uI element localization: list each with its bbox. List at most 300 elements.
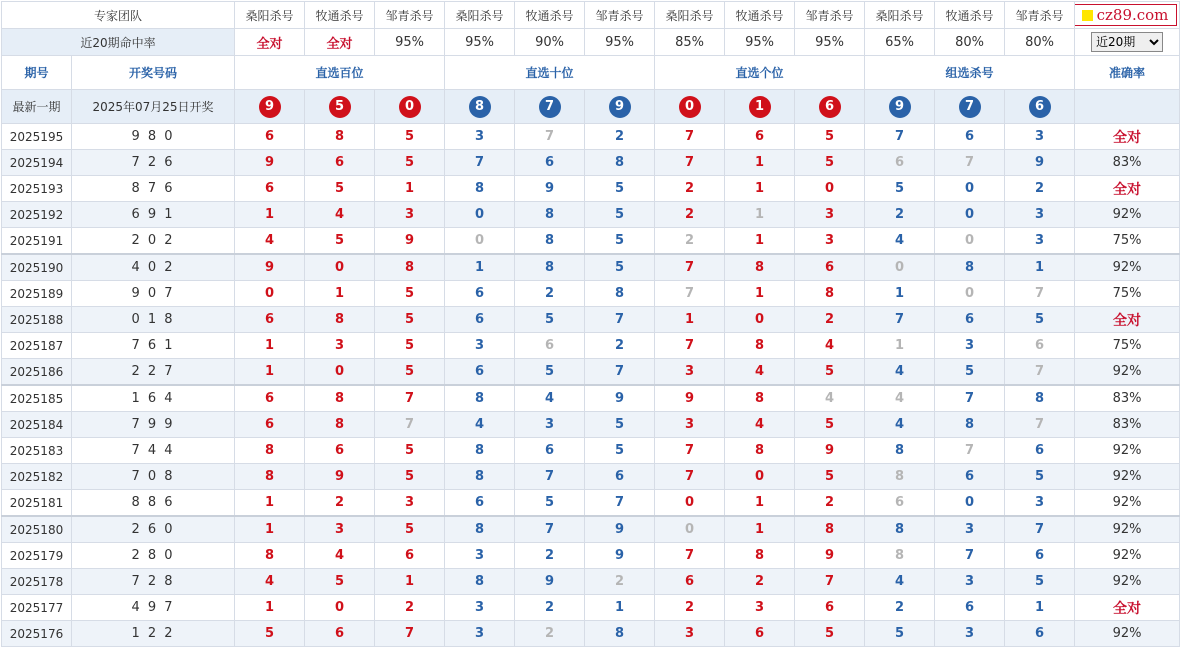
kill-pick: 5: [585, 438, 655, 464]
kill-pick: 6: [585, 464, 655, 490]
kill-pick-missed: 7: [515, 124, 585, 150]
accuracy-value: 75%: [1075, 228, 1180, 255]
table-row: [2, 202, 1180, 228]
kill-pick: 5: [865, 621, 935, 647]
kill-pick: 6: [235, 307, 305, 333]
kill-pick: 3: [1005, 124, 1075, 150]
expert-name: 牧通杀号: [515, 2, 585, 29]
kill-pick: 7: [585, 307, 655, 333]
kill-pick: 0: [445, 202, 515, 228]
expert-name: 邹青杀号: [1005, 2, 1075, 29]
kill-pick: 4: [515, 385, 585, 412]
kill-pick: 5: [375, 438, 445, 464]
hit-rate-value: 95%: [375, 29, 445, 56]
kill-pick: 8: [305, 124, 375, 150]
kill-pick-missed: 2: [585, 569, 655, 595]
kill-pick: 6: [445, 307, 515, 333]
issue-number: 2025190: [2, 254, 72, 281]
kill-pick: 4: [305, 543, 375, 569]
expert-name: 牧通杀号: [725, 2, 795, 29]
kill-pick: 5: [515, 307, 585, 333]
table-row: [2, 516, 1180, 543]
kill-pick: 8: [305, 385, 375, 412]
kill-pick: 2: [865, 202, 935, 228]
latest-accuracy-empty: [1075, 90, 1180, 124]
expert-name: 邹青杀号: [375, 2, 445, 29]
table-row: [2, 281, 1180, 307]
kill-pick: 1: [1005, 595, 1075, 621]
draw-numbers: 7 9 9: [72, 412, 235, 438]
kill-pick: 5: [375, 464, 445, 490]
col-group-hundreds: 直选百位: [235, 56, 445, 90]
ball-blue: 7: [539, 96, 561, 118]
table-row: [2, 150, 1180, 176]
kill-pick: 1: [445, 254, 515, 281]
kill-pick: 8: [235, 464, 305, 490]
draw-numbers: 1 6 4: [72, 385, 235, 412]
issue-number: 2025189: [2, 281, 72, 307]
kill-pick: 8: [935, 412, 1005, 438]
kill-pick: 5: [585, 412, 655, 438]
table-row: [2, 464, 1180, 490]
issue-number: 2025182: [2, 464, 72, 490]
kill-pick-missed: 6: [865, 150, 935, 176]
kill-pick: 1: [235, 359, 305, 386]
col-accuracy: 准确率: [1075, 56, 1180, 90]
kill-pick: 5: [795, 150, 865, 176]
kill-pick-missed: 4: [865, 385, 935, 412]
draw-numbers: 2 6 0: [72, 516, 235, 543]
kill-pick: 7: [375, 621, 445, 647]
accuracy-value: 92%: [1075, 438, 1180, 464]
kill-pick: 5: [585, 254, 655, 281]
col-group-tens: 直选十位: [445, 56, 655, 90]
accuracy-value: 83%: [1075, 412, 1180, 438]
accuracy-value: 83%: [1075, 150, 1180, 176]
kill-pick: 9: [585, 516, 655, 543]
kill-pick: 7: [445, 150, 515, 176]
ball-red: 1: [749, 96, 771, 118]
kill-pick: 1: [375, 176, 445, 202]
table-row: [2, 307, 1180, 333]
kill-pick: 7: [585, 490, 655, 517]
kill-pick: 1: [235, 333, 305, 359]
kill-pick: 4: [795, 333, 865, 359]
kill-pick: 8: [445, 176, 515, 202]
table-row: [2, 412, 1180, 438]
kill-pick: 1: [725, 176, 795, 202]
kill-pick: 0: [725, 307, 795, 333]
column-header-row: [2, 56, 1180, 90]
kill-pick: 5: [1005, 464, 1075, 490]
kill-pick: 9: [585, 385, 655, 412]
kill-pick: 9: [515, 569, 585, 595]
kill-pick: 0: [305, 359, 375, 386]
kill-pick: 9: [515, 176, 585, 202]
draw-numbers: 2 8 0: [72, 543, 235, 569]
table-row: [2, 228, 1180, 255]
draw-numbers: 0 1 8: [72, 307, 235, 333]
kill-pick: 6: [935, 307, 1005, 333]
kill-pick: 2: [515, 281, 585, 307]
kill-pick: 6: [1005, 543, 1075, 569]
expert-name: 邹青杀号: [795, 2, 865, 29]
kill-pick: 0: [235, 281, 305, 307]
kill-pick: 1: [865, 281, 935, 307]
hit-rate-value: 80%: [935, 29, 1005, 56]
kill-pick-missed: 1: [865, 333, 935, 359]
kill-pick: 6: [235, 124, 305, 150]
ball-red: 6: [819, 96, 841, 118]
kill-pick: 5: [935, 359, 1005, 386]
kill-pick: 1: [305, 281, 375, 307]
logo-text: cz89.com: [1096, 6, 1169, 24]
kill-pick: 2: [585, 333, 655, 359]
kill-pick: 3: [445, 333, 515, 359]
kill-pick: 7: [655, 438, 725, 464]
kill-pick: 3: [795, 202, 865, 228]
kill-pick: 2: [655, 176, 725, 202]
hit-rate-value: 95%: [795, 29, 865, 56]
kill-pick: 0: [935, 490, 1005, 517]
kill-pick: 2: [515, 595, 585, 621]
issue-number: 2025177: [2, 595, 72, 621]
ball-cell: [655, 90, 725, 124]
kill-pick: 7: [935, 543, 1005, 569]
issue-number: 2025192: [2, 202, 72, 228]
kill-pick: 7: [655, 333, 725, 359]
kill-pick: 6: [725, 124, 795, 150]
kill-pick: 7: [1005, 516, 1075, 543]
kill-pick: 3: [305, 333, 375, 359]
kill-pick: 3: [655, 412, 725, 438]
expert-header-row: [2, 2, 1180, 29]
kill-pick: 6: [375, 543, 445, 569]
kill-pick: 2: [655, 595, 725, 621]
draw-numbers: 1 2 2: [72, 621, 235, 647]
latest-date: 2025年07月25日开奖: [72, 90, 235, 124]
expert-name: 牧通杀号: [305, 2, 375, 29]
kill-pick: 2: [725, 569, 795, 595]
latest-row: [2, 90, 1180, 124]
kill-pick: 6: [655, 569, 725, 595]
kill-pick-missed: 0: [655, 516, 725, 543]
issue-number: 2025195: [2, 124, 72, 150]
kill-pick: 5: [305, 176, 375, 202]
kill-pick: 8: [305, 307, 375, 333]
kill-pick: 8: [585, 150, 655, 176]
kill-pick: 6: [445, 359, 515, 386]
accuracy-value: 全对: [1075, 595, 1180, 621]
kill-pick: 1: [235, 595, 305, 621]
ball-blue: 7: [959, 96, 981, 118]
kill-pick: 5: [1005, 307, 1075, 333]
accuracy-value: 全对: [1075, 307, 1180, 333]
ball-cell: [375, 90, 445, 124]
hit-rate-value: 全对: [305, 29, 375, 56]
kill-pick: 1: [725, 228, 795, 255]
draw-numbers: 4 0 2: [72, 254, 235, 281]
kill-pick: 8: [445, 569, 515, 595]
kill-pick-missed: 7: [655, 281, 725, 307]
kill-pick: 8: [445, 438, 515, 464]
kill-pick: 7: [935, 385, 1005, 412]
kill-pick-missed: 7: [1005, 412, 1075, 438]
kill-pick-missed: 8: [865, 464, 935, 490]
kill-pick: 1: [235, 516, 305, 543]
col-issue: 期号: [2, 56, 72, 90]
kill-pick: 3: [1005, 228, 1075, 255]
kill-pick: 3: [375, 202, 445, 228]
draw-numbers: 7 4 4: [72, 438, 235, 464]
accuracy-value: 全对: [1075, 176, 1180, 202]
kill-pick: 4: [445, 412, 515, 438]
table-row: [2, 176, 1180, 202]
kill-pick: 3: [445, 595, 515, 621]
kill-pick-missed: 7: [1005, 359, 1075, 386]
draw-numbers: 9 0 7: [72, 281, 235, 307]
accuracy-value: 92%: [1075, 202, 1180, 228]
kill-pick: 8: [725, 385, 795, 412]
accuracy-value: 全对: [1075, 124, 1180, 150]
ball-cell: [515, 90, 585, 124]
kill-pick: 9: [795, 438, 865, 464]
kill-pick: 3: [935, 516, 1005, 543]
kill-pick: 3: [935, 569, 1005, 595]
kill-pick-missed: 0: [935, 281, 1005, 307]
draw-numbers: 7 0 8: [72, 464, 235, 490]
kill-pick: 8: [515, 202, 585, 228]
kill-pick-missed: 7: [375, 412, 445, 438]
ball-cell: [725, 90, 795, 124]
period-select[interactable]: [1091, 32, 1163, 52]
kill-pick: 1: [375, 569, 445, 595]
kill-number-table: [1, 1, 1180, 647]
draw-numbers: 8 8 6: [72, 490, 235, 517]
kill-pick: 1: [725, 281, 795, 307]
kill-pick: 3: [725, 595, 795, 621]
col-group-combo: 组选杀号: [865, 56, 1075, 90]
kill-pick: 8: [795, 516, 865, 543]
kill-pick: 5: [515, 490, 585, 517]
kill-pick: 8: [445, 516, 515, 543]
hit-rate-value: 85%: [655, 29, 725, 56]
issue-number: 2025186: [2, 359, 72, 386]
kill-pick: 6: [795, 254, 865, 281]
kill-pick: 9: [235, 150, 305, 176]
kill-pick-missed: 7: [1005, 281, 1075, 307]
kill-pick: 3: [795, 228, 865, 255]
draw-numbers: 2 2 7: [72, 359, 235, 386]
kill-pick: 0: [305, 595, 375, 621]
kill-pick: 3: [445, 621, 515, 647]
kill-pick: 7: [515, 464, 585, 490]
kill-pick: 4: [725, 359, 795, 386]
logo-square-icon: [1082, 10, 1093, 21]
kill-pick: 5: [795, 412, 865, 438]
kill-pick: 7: [655, 254, 725, 281]
kill-pick: 6: [235, 176, 305, 202]
table-row: [2, 254, 1180, 281]
ball-blue: 8: [469, 96, 491, 118]
ball-cell: [795, 90, 865, 124]
kill-pick: 9: [585, 543, 655, 569]
kill-pick: 8: [235, 438, 305, 464]
ball-cell: [585, 90, 655, 124]
draw-numbers: 8 7 6: [72, 176, 235, 202]
team-label: 专家团队: [2, 2, 235, 29]
kill-pick: 0: [725, 464, 795, 490]
expert-name: 桑阳杀号: [865, 2, 935, 29]
kill-pick: 5: [585, 228, 655, 255]
kill-pick: 5: [375, 359, 445, 386]
kill-pick: 9: [795, 543, 865, 569]
hit-rate-value: 65%: [865, 29, 935, 56]
kill-pick: 4: [865, 359, 935, 386]
table-row: [2, 333, 1180, 359]
site-logo[interactable]: [1075, 4, 1178, 26]
kill-pick: 1: [585, 595, 655, 621]
table-row: [2, 569, 1180, 595]
kill-pick: 7: [655, 150, 725, 176]
kill-pick: 7: [655, 543, 725, 569]
hit-rate-value: 80%: [1005, 29, 1075, 56]
kill-pick: 8: [725, 438, 795, 464]
kill-pick: 9: [375, 228, 445, 255]
kill-pick: 6: [445, 281, 515, 307]
kill-pick: 8: [445, 385, 515, 412]
table-row: [2, 438, 1180, 464]
latest-label: 最新一期: [2, 90, 72, 124]
kill-pick: 8: [795, 281, 865, 307]
kill-pick: 3: [935, 333, 1005, 359]
kill-pick: 4: [305, 202, 375, 228]
kill-pick: 5: [865, 176, 935, 202]
accuracy-value: 83%: [1075, 385, 1180, 412]
kill-pick: 8: [725, 254, 795, 281]
issue-number: 2025180: [2, 516, 72, 543]
kill-pick: 5: [795, 359, 865, 386]
draw-numbers: 4 9 7: [72, 595, 235, 621]
kill-pick: 8: [305, 412, 375, 438]
accuracy-value: 92%: [1075, 359, 1180, 386]
kill-pick: 3: [375, 490, 445, 517]
draw-numbers: 9 8 0: [72, 124, 235, 150]
kill-pick: 7: [585, 359, 655, 386]
kill-pick-missed: 7: [935, 438, 1005, 464]
kill-pick: 6: [795, 595, 865, 621]
accuracy-value: 75%: [1075, 333, 1180, 359]
hit-rate-row: [2, 29, 1180, 56]
kill-pick: 7: [795, 569, 865, 595]
hit-rate-value: 全对: [235, 29, 305, 56]
kill-pick: 6: [235, 385, 305, 412]
ball-red: 5: [329, 96, 351, 118]
kill-pick: 3: [445, 543, 515, 569]
kill-pick: 7: [515, 516, 585, 543]
kill-pick: 9: [235, 254, 305, 281]
kill-pick: 8: [235, 543, 305, 569]
kill-pick: 3: [1005, 202, 1075, 228]
kill-pick: 8: [585, 281, 655, 307]
kill-pick: 6: [515, 150, 585, 176]
accuracy-value: 92%: [1075, 490, 1180, 517]
kill-pick: 8: [725, 333, 795, 359]
ball-red: 9: [259, 96, 281, 118]
issue-number: 2025183: [2, 438, 72, 464]
kill-pick: 8: [865, 438, 935, 464]
kill-pick-missed: 6: [865, 490, 935, 517]
kill-pick: 9: [655, 385, 725, 412]
table-row: [2, 490, 1180, 517]
kill-pick: 5: [375, 150, 445, 176]
kill-pick: 8: [515, 254, 585, 281]
kill-pick: 3: [655, 359, 725, 386]
kill-pick: 1: [725, 150, 795, 176]
kill-pick: 0: [935, 202, 1005, 228]
kill-pick: 8: [585, 621, 655, 647]
kill-pick: 6: [1005, 621, 1075, 647]
col-group-units: 直选个位: [655, 56, 865, 90]
kill-pick: 7: [655, 464, 725, 490]
kill-pick: 0: [935, 176, 1005, 202]
hit-rate-value: 95%: [725, 29, 795, 56]
kill-pick: 2: [655, 202, 725, 228]
issue-number: 2025191: [2, 228, 72, 255]
kill-pick: 5: [375, 124, 445, 150]
kill-pick: 1: [1005, 254, 1075, 281]
kill-pick: 6: [305, 438, 375, 464]
kill-pick: 9: [1005, 150, 1075, 176]
kill-pick: 6: [445, 490, 515, 517]
expert-name: 牧通杀号: [935, 2, 1005, 29]
hit-rate-value: 95%: [585, 29, 655, 56]
kill-pick-missed: 6: [1005, 333, 1075, 359]
kill-pick: 7: [865, 307, 935, 333]
issue-number: 2025176: [2, 621, 72, 647]
kill-pick-missed: 7: [935, 150, 1005, 176]
kill-pick: 2: [795, 307, 865, 333]
kill-pick: 6: [235, 412, 305, 438]
ball-cell: [935, 90, 1005, 124]
kill-pick: 2: [795, 490, 865, 517]
kill-pick: 2: [375, 595, 445, 621]
kill-pick: 5: [795, 124, 865, 150]
accuracy-value: 92%: [1075, 543, 1180, 569]
expert-name: 邹青杀号: [585, 2, 655, 29]
kill-pick: 1: [725, 516, 795, 543]
kill-pick: 3: [515, 412, 585, 438]
issue-number: 2025193: [2, 176, 72, 202]
kill-pick: 2: [515, 543, 585, 569]
kill-pick-missed: 4: [795, 385, 865, 412]
table-row: [2, 124, 1180, 150]
kill-pick: 1: [655, 307, 725, 333]
issue-number: 2025187: [2, 333, 72, 359]
kill-pick: 2: [305, 490, 375, 517]
draw-numbers: 7 2 8: [72, 569, 235, 595]
kill-pick: 5: [305, 228, 375, 255]
draw-numbers: 2 0 2: [72, 228, 235, 255]
ball-red: 0: [679, 96, 701, 118]
kill-pick: 5: [795, 621, 865, 647]
kill-pick: 4: [865, 228, 935, 255]
issue-number: 2025185: [2, 385, 72, 412]
kill-pick: 6: [305, 150, 375, 176]
issue-number: 2025179: [2, 543, 72, 569]
kill-pick: 4: [235, 569, 305, 595]
kill-pick: 6: [725, 621, 795, 647]
